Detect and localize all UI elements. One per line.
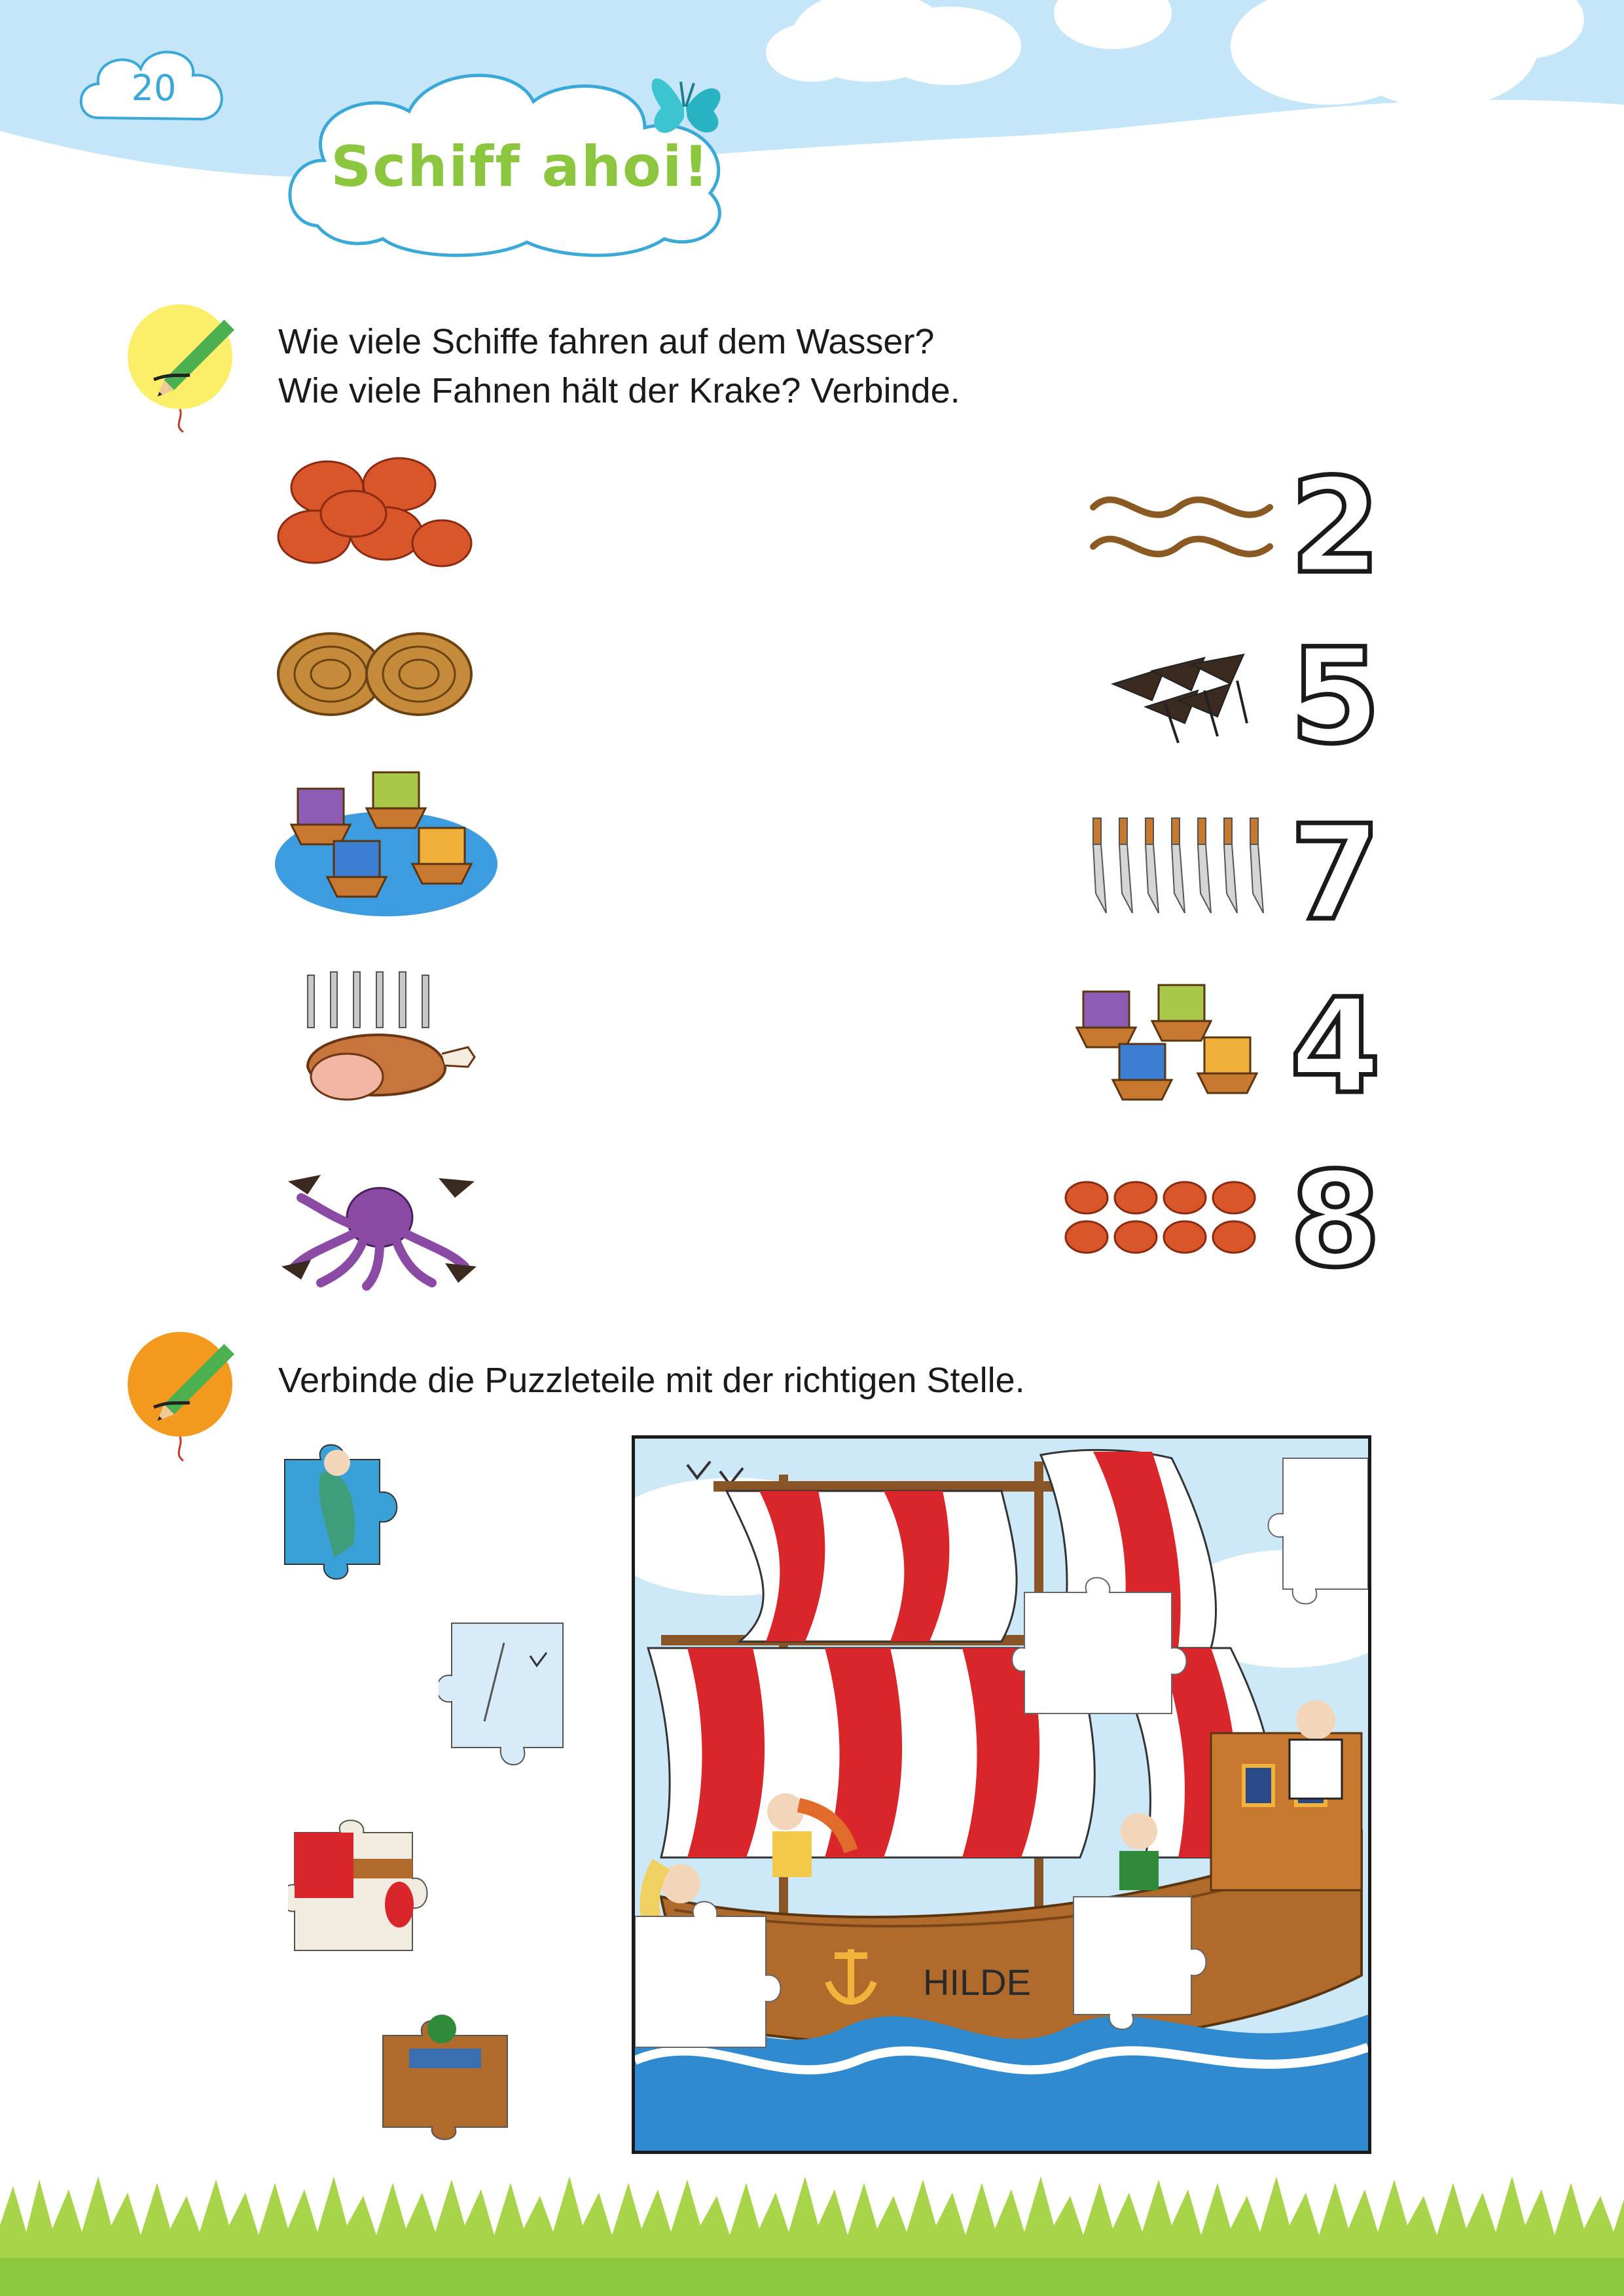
rope-coils-picture[interactable] xyxy=(275,625,478,723)
number-8[interactable]: 8 xyxy=(1290,1144,1381,1297)
ship-name: HILDE xyxy=(923,1962,1031,2003)
exercise2-instruction: Verbinde die Puzzleteile mit der richtigen Stelle. xyxy=(278,1361,1025,1400)
knives-picture[interactable] xyxy=(1087,815,1276,920)
page-number-cloud xyxy=(72,39,236,137)
crab-group-picture[interactable] xyxy=(275,448,478,579)
pencil-balloon-yellow-icon xyxy=(118,298,262,442)
mermaid-puzzle-piece[interactable] xyxy=(281,1433,425,1590)
number-5[interactable]: 5 xyxy=(1290,620,1381,773)
page-title: Schiff ahoi! xyxy=(331,134,710,200)
grass-footer xyxy=(0,2173,1624,2296)
sky-puzzle-piece[interactable] xyxy=(439,1617,583,1774)
pirate-ship-illustration xyxy=(635,1439,1368,2151)
exercise1-instruction-line2: Wie viele Fahnen hält der Krake? Verbinde. xyxy=(278,371,960,410)
number-4[interactable]: 4 xyxy=(1290,971,1381,1123)
exercise1-instruction-line1: Wie viele Schiffe fahren auf dem Wasser? xyxy=(278,322,935,361)
ships-picture[interactable] xyxy=(1070,972,1273,1116)
octopus-with-flags-picture[interactable] xyxy=(281,1168,478,1293)
number-2[interactable]: 2 xyxy=(1290,450,1381,603)
sky-header xyxy=(0,0,1624,209)
title-cloud xyxy=(278,56,749,259)
parrot-puzzle-piece[interactable] xyxy=(288,1820,432,1977)
ham-with-knives-picture[interactable] xyxy=(295,969,484,1126)
pencil-balloon-orange-icon xyxy=(118,1322,262,1466)
number-7[interactable]: 7 xyxy=(1290,797,1381,950)
flags-picture[interactable] xyxy=(1106,645,1263,756)
crabs-picture[interactable] xyxy=(1057,1175,1273,1260)
pirate-ships-on-water-picture[interactable] xyxy=(272,753,501,923)
puzzle-ship-picture xyxy=(632,1435,1371,2154)
page-number: 20 xyxy=(131,67,177,109)
pirate-puzzle-piece[interactable] xyxy=(376,1996,520,2153)
ropes-picture[interactable] xyxy=(1087,478,1276,576)
